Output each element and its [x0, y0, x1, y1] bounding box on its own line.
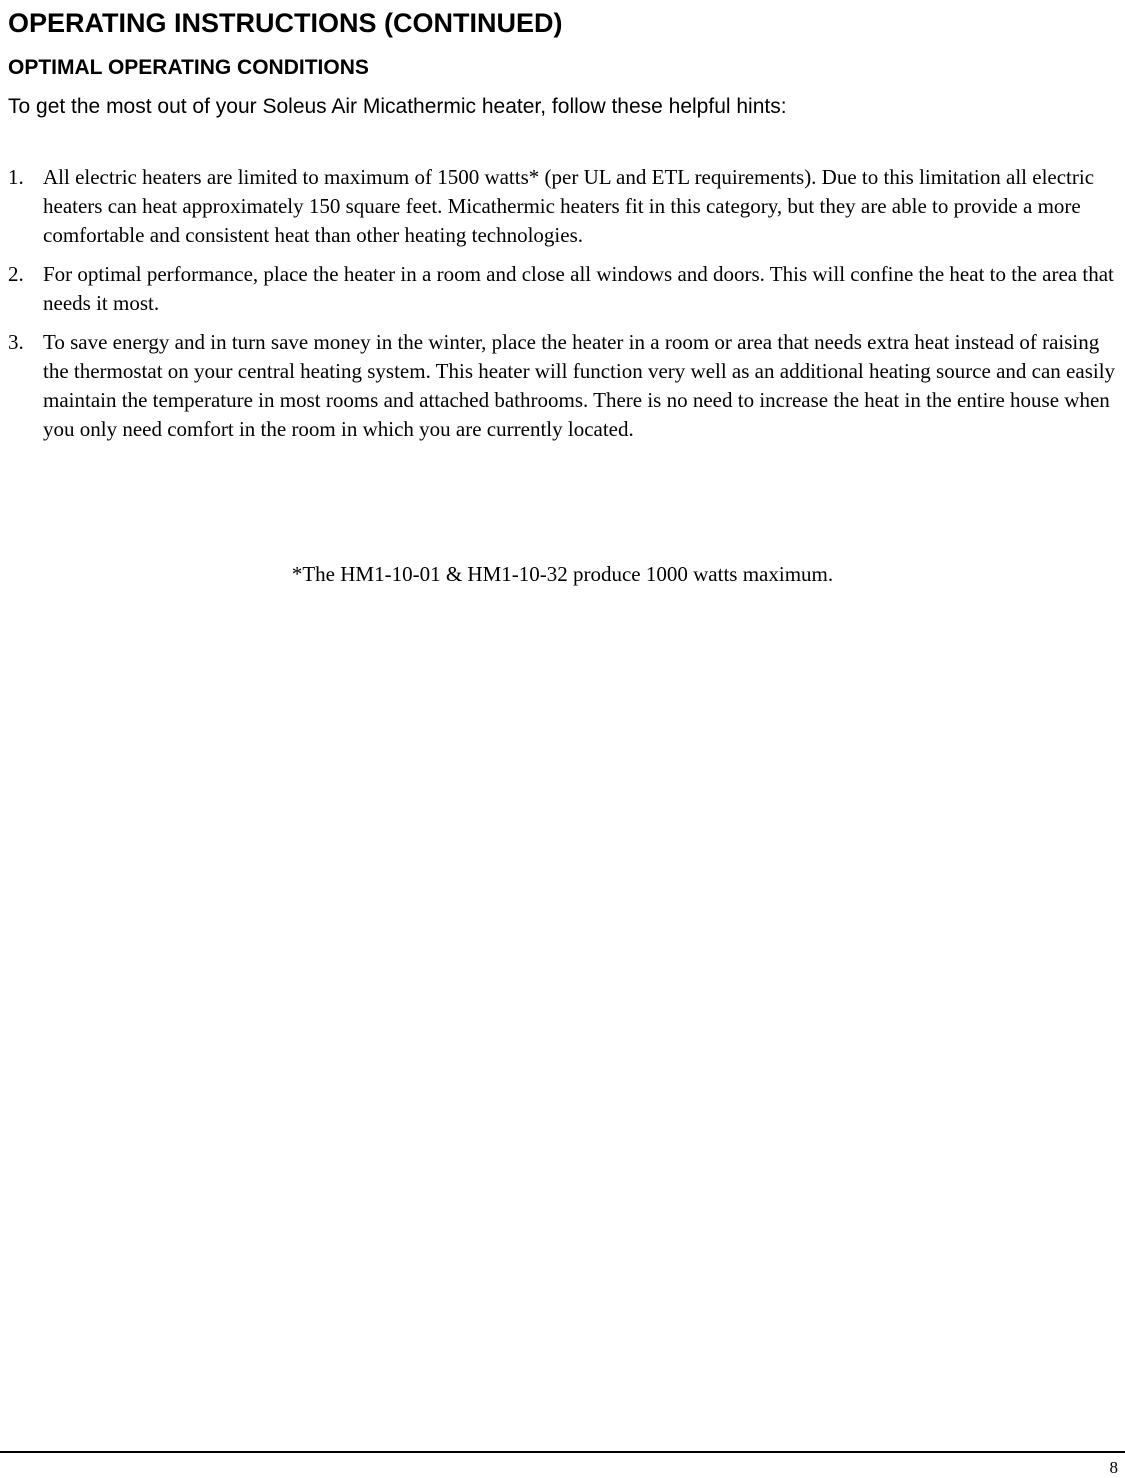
hint-number: 1. [8, 165, 24, 189]
hint-item [8, 163, 1120, 250]
intro-text: To get the most out of your Soleus Air Micathermic heater, follow these helpful hints: [8, 95, 787, 118]
hint-number: 2. [8, 262, 24, 286]
hint-item [8, 260, 1120, 318]
hint-list [8, 163, 1120, 444]
hint-text: To save energy and in turn save money in the winter, place the heater in a room or area that needs extra heat instead of raising the thermostat on your central heating system. This heater will function very well as an additional heating source and can easily maintain the temperature in most rooms and attached bathrooms. There is no need to increase the heat in the entire house when you only need comfort in the room in which you are currently located. [43, 330, 1116, 441]
hint-text: For optimal performance, place the heater in a room and close all windows and doors. This will confine the heat to the area that needs it most. [43, 262, 1114, 315]
hint-number: 3. [8, 330, 24, 354]
footnote: *The HM1-10-01 & HM1-10-32 produce 1000 watts maximum. [291, 562, 834, 586]
hint-item [8, 328, 1120, 444]
section-title: OPTIMAL OPERATING CONDITIONS [8, 56, 369, 79]
page-number: 8 [1109, 1458, 1118, 1477]
page-title: OPERATING INSTRUCTIONS (CONTINUED) [8, 8, 563, 38]
footer-divider [0, 1451, 1125, 1453]
hint-text: All electric heaters are limited to maximum of 1500 watts* (per UL and ETL requirements). Due to this limitation all electric heaters can heat approximately 150 square feet. Micathermic heaters fit in this category, but they are able to provide a more comfortable and consistent heat than other heating technologies. [43, 165, 1095, 247]
